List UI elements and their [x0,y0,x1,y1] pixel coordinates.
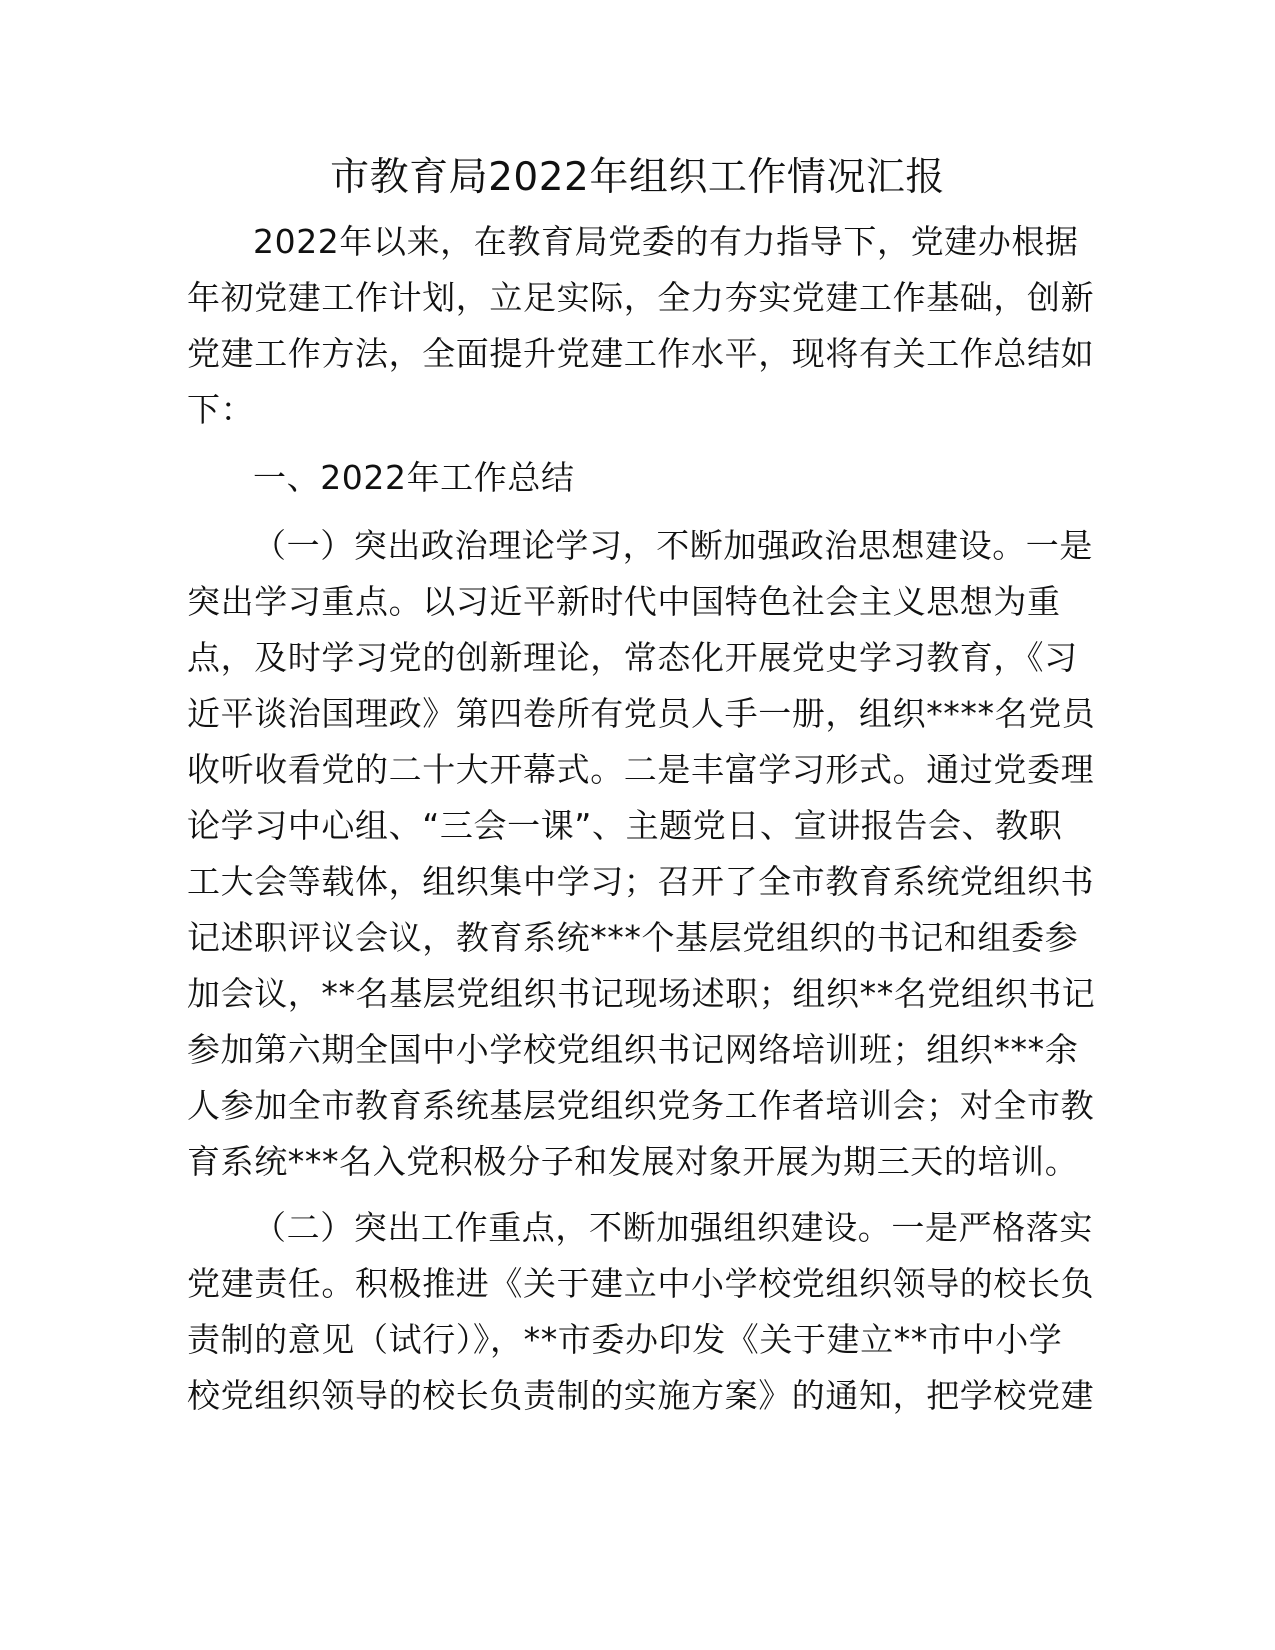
paragraph-line: （一）突出政治理论学习，不断加强政治思想建设。一是 [253,526,1093,565]
paragraph-line: 责制的意见（试行）》，**市委办印发《关于建立**市中小学 [187,1320,1063,1359]
paragraph-line: 校党组织领导的校长负责制的实施方案》的通知，把学校党建 [187,1376,1095,1415]
document-title: 市教育局2022年组织工作情况汇报 [330,155,945,200]
paragraph-line: 年初党建工作计划，立足实际，全力夯实党建工作基础，创新 [187,278,1095,317]
paragraph-line: 党建责任。积极推进《关于建立中小学校党组织领导的校长负 [187,1264,1095,1303]
paragraph-line: 加会议，**名基层党组织书记现场述职；组织**名党组织书记 [187,974,1096,1013]
paragraph-line: 育系统***名入党积极分子和发展对象开展为期三天的培训。 [187,1142,1079,1181]
paragraph-line: 参加第六期全国中小学校党组织书记网络培训班；组织***余 [187,1030,1079,1069]
paragraph-line: 论学习中心组、“三会一课”、主题党日、宣讲报告会、教职 [187,806,1063,845]
section-heading: 一、2022年工作总结 [253,458,575,497]
paragraph-line: （二）突出工作重点，不断加强组织建设。一是严格落实 [253,1208,1093,1247]
paragraph-line: 2022年以来，在教育局党委的有力指导下，党建办根据 [253,222,1079,261]
paragraph-line: 收听收看党的二十大开幕式。二是丰富学习形式。通过党委理 [187,750,1095,789]
paragraph-line: 点，及时学习党的创新理论，常态化开展党史学习教育，《习 [187,638,1078,677]
paragraph-line: 党建工作方法，全面提升党建工作水平，现将有关工作总结如 [187,334,1095,373]
paragraph-line: 工大会等载体，组织集中学习；召开了全市教育系统党组织书 [187,862,1095,901]
paragraph-line: 近平谈治国理政》第四卷所有党员人手一册，组织****名党员 [187,694,1096,733]
paragraph-line: 记述职评议会议，教育系统***个基层党组织的书记和组委参 [187,918,1079,957]
paragraph-line: 突出学习重点。以习近平新时代中国特色社会主义思想为重 [187,582,1061,621]
paragraph-line: 下： [187,390,255,429]
paragraph-line: 人参加全市教育系统基层党组织党务工作者培训会；对全市教 [187,1086,1095,1125]
